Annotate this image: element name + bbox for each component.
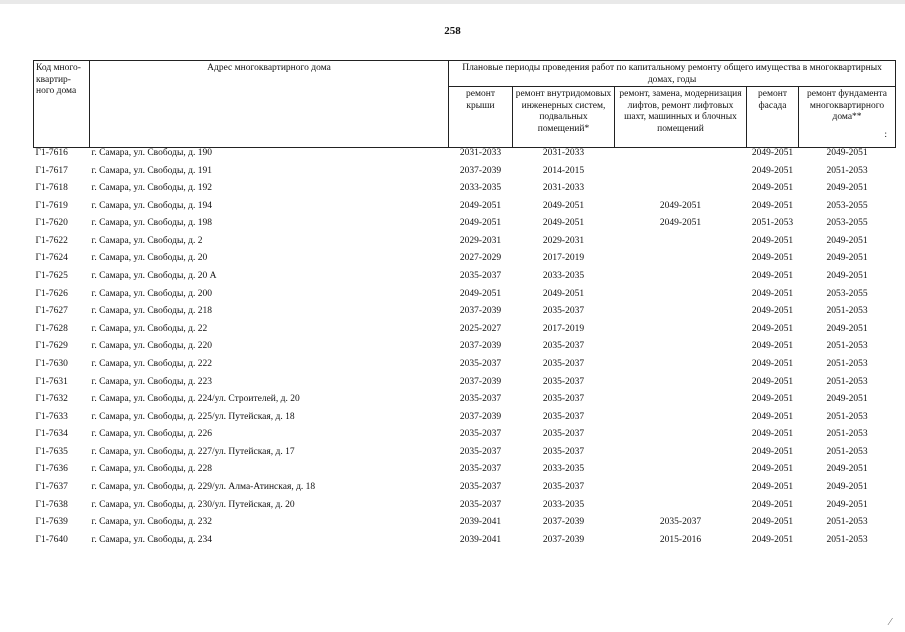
facade-period: 2049-2051	[751, 341, 794, 352]
elevator-period	[615, 359, 747, 377]
header-row-top	[34, 61, 896, 87]
house-address: г. Самара, ул. Свободы, д. 194	[91, 200, 212, 211]
foundation-period: 2049-2051	[826, 148, 868, 158]
foundation-period: 2049-2051	[826, 271, 868, 282]
house-address: г. Самара, ул. Свободы, д. 190	[91, 148, 212, 158]
roof-period: 2035-2037	[459, 394, 502, 405]
elevator-period	[615, 148, 747, 166]
header-foundation-label: ремонт фундамента многоквартирного дома**	[807, 89, 887, 122]
engineering-period: 2033-2035	[542, 464, 585, 475]
engineering-period: 2049-2051	[542, 288, 585, 299]
engineering-period: 2017-2019	[542, 253, 585, 264]
facade-period: 2049-2051	[751, 235, 794, 246]
house-code: Г1-7616	[35, 148, 68, 158]
header-code: Код много-квартир-ного дома	[34, 61, 90, 148]
house-address: г. Самара, ул. Свободы, д. 192	[91, 183, 212, 194]
table-row	[34, 236, 896, 254]
elevator-period	[615, 183, 747, 201]
table-row	[34, 148, 896, 166]
foundation-period: 2051-2053	[826, 411, 868, 422]
house-code: Г1-7630	[35, 358, 68, 369]
roof-period: 2049-2051	[459, 200, 502, 211]
elevator-period	[615, 253, 747, 271]
roof-period: 2037-2039	[459, 376, 502, 387]
elevator-period: 2015-2016	[659, 534, 702, 545]
header-address: Адрес многоквартирного дома	[90, 61, 449, 148]
foundation-period: 2049-2051	[826, 253, 868, 264]
house-address: г. Самара, ул. Свободы, д. 191	[91, 165, 212, 176]
house-address: г. Самара, ул. Свободы, д. 20	[91, 253, 208, 264]
foundation-period: 2049-2051	[826, 183, 868, 194]
elevator-period	[615, 447, 747, 465]
facade-period: 2049-2051	[751, 253, 794, 264]
roof-period: 2035-2037	[459, 464, 502, 475]
roof-period: 2035-2037	[459, 429, 502, 440]
foundation-period: 2051-2053	[826, 165, 868, 176]
facade-period: 2049-2051	[751, 200, 794, 211]
foundation-period: 2051-2053	[826, 429, 868, 440]
house-address: г. Самара, ул. Свободы, д. 229/ул. Алма-Атинская, д. 18	[91, 481, 316, 492]
house-address: г. Самара, ул. Свободы, д. 218	[91, 306, 212, 317]
facade-period: 2049-2051	[751, 446, 794, 457]
engineering-period: 2035-2037	[542, 394, 585, 405]
facade-period: 2049-2051	[751, 464, 794, 475]
table-row	[34, 500, 896, 518]
facade-period: 2049-2051	[751, 429, 794, 440]
header-foundation-mark: :	[884, 129, 888, 140]
facade-period: 2049-2051	[751, 183, 794, 194]
foundation-period: 2053-2055	[826, 200, 868, 211]
engineering-period: 2033-2035	[542, 271, 585, 282]
roof-period: 2031-2033	[459, 148, 502, 158]
house-address: г. Самара, ул. Свободы, д. 225/ул. Путейская, д. 18	[91, 411, 295, 422]
header-foundation	[799, 87, 896, 148]
foundation-period: 2053-2055	[826, 218, 868, 229]
house-address: г. Самара, ул. Свободы, д. 228	[91, 464, 212, 475]
engineering-period: 2049-2051	[542, 200, 585, 211]
roof-period: 2035-2037	[459, 358, 502, 369]
house-address: г. Самара, ул. Свободы, д. 222	[91, 358, 212, 369]
table-row	[34, 394, 896, 412]
roof-period: 2037-2039	[459, 411, 502, 422]
table-row	[34, 517, 896, 535]
table-row	[34, 306, 896, 324]
engineering-period: 2031-2033	[542, 183, 585, 194]
header-elevators: ремонт, замена, модернизация лифтов, ремонт лифтовых шахт, машинных и блочных помещений	[615, 87, 747, 148]
table-row	[34, 377, 896, 395]
house-address: г. Самара, ул. Свободы, д. 2	[91, 235, 203, 246]
foundation-period: 2051-2053	[826, 517, 868, 528]
repair-schedule-table	[33, 60, 896, 552]
table-row	[34, 341, 896, 359]
roof-period: 2049-2051	[459, 288, 502, 299]
table-row	[34, 447, 896, 465]
elevator-period	[615, 341, 747, 359]
house-address: г. Самара, ул. Свободы, д. 198	[91, 218, 212, 229]
house-address: г. Самара, ул. Свободы, д. 226	[91, 429, 212, 440]
house-code: Г1-7622	[35, 235, 68, 246]
table-row	[34, 218, 896, 236]
elevator-period	[615, 377, 747, 395]
corner-mark: ⁄	[889, 617, 891, 628]
engineering-period: 2033-2035	[542, 499, 585, 510]
roof-period: 2049-2051	[459, 218, 502, 229]
table-row	[34, 535, 896, 553]
engineering-period: 2035-2037	[542, 411, 585, 422]
house-address: г. Самара, ул. Свободы, д. 20 А	[91, 271, 217, 282]
header-facade: ремонт фасада	[747, 87, 799, 148]
table-row	[34, 464, 896, 482]
foundation-period: 2049-2051	[826, 464, 868, 475]
scan-edge	[0, 0, 905, 4]
facade-period: 2049-2051	[751, 481, 794, 492]
house-code: Г1-7619	[35, 200, 68, 211]
foundation-period: 2049-2051	[826, 235, 868, 246]
facade-period: 2049-2051	[751, 499, 794, 510]
table-row	[34, 324, 896, 342]
house-code: Г1-7617	[35, 165, 68, 176]
roof-period: 2035-2037	[459, 446, 502, 457]
engineering-period: 2035-2037	[542, 481, 585, 492]
house-code: Г1-7633	[35, 411, 68, 422]
engineering-period: 2049-2051	[542, 218, 585, 229]
table-body	[34, 148, 896, 553]
foundation-period: 2051-2053	[826, 358, 868, 369]
house-code: Г1-7629	[35, 341, 68, 352]
house-address: г. Самара, ул. Свободы, д. 223	[91, 376, 212, 387]
roof-period: 2039-2041	[459, 534, 502, 545]
engineering-period: 2017-2019	[542, 323, 585, 334]
roof-period: 2035-2037	[459, 271, 502, 282]
house-address: г. Самара, ул. Свободы, д. 234	[91, 534, 212, 545]
foundation-period: 2053-2055	[826, 288, 868, 299]
elevator-period	[615, 271, 747, 289]
elevator-period	[615, 166, 747, 184]
house-address: г. Самара, ул. Свободы, д. 227/ул. Путейская, д. 17	[91, 446, 295, 457]
foundation-period: 2051-2053	[826, 376, 868, 387]
table-row	[34, 271, 896, 289]
house-code: Г1-7635	[35, 446, 68, 457]
foundation-period: 2049-2051	[826, 481, 868, 492]
header-roof: ремонт крыши	[449, 87, 513, 148]
facade-period: 2049-2051	[751, 358, 794, 369]
engineering-period: 2035-2037	[542, 429, 585, 440]
elevator-period	[615, 324, 747, 342]
engineering-period: 2035-2037	[542, 446, 585, 457]
foundation-period: 2051-2053	[826, 341, 868, 352]
roof-period: 2035-2037	[459, 499, 502, 510]
house-code: Г1-7632	[35, 394, 68, 405]
house-address: г. Самара, ул. Свободы, д. 232	[91, 517, 212, 528]
elevator-period	[615, 289, 747, 307]
page-number: 258	[444, 25, 461, 37]
facade-period: 2049-2051	[751, 271, 794, 282]
header-periods: Плановые периоды проведения работ по капитальному ремонту общего имущества в многоквартирных домах, годы	[449, 61, 896, 87]
foundation-period: 2051-2053	[826, 306, 868, 317]
roof-period: 2029-2031	[459, 235, 502, 246]
house-address: г. Самара, ул. Свободы, д. 200	[91, 288, 212, 299]
facade-period: 2049-2051	[751, 165, 794, 176]
house-code: Г1-7628	[35, 323, 68, 334]
table-row	[34, 166, 896, 184]
table-row	[34, 412, 896, 430]
table-row	[34, 253, 896, 271]
roof-period: 2027-2029	[459, 253, 502, 264]
header-engineering: ремонт внутридомовых инженерных систем, подвальных помещений*	[513, 87, 615, 148]
table-row	[34, 359, 896, 377]
house-code: Г1-7639	[35, 517, 68, 528]
table-row	[34, 201, 896, 219]
engineering-period: 2037-2039	[542, 534, 585, 545]
table-row	[34, 482, 896, 500]
facade-period: 2049-2051	[751, 148, 794, 158]
engineering-period: 2014-2015	[542, 165, 585, 176]
house-address: г. Самара, ул. Свободы, д. 22	[91, 323, 208, 334]
house-address: г. Самара, ул. Свободы, д. 224/ул. Строителей, д. 20	[91, 394, 300, 405]
house-code: Г1-7637	[35, 481, 68, 492]
facade-period: 2049-2051	[751, 394, 794, 405]
house-code: Г1-7634	[35, 429, 68, 440]
roof-period: 2025-2027	[459, 323, 502, 334]
engineering-period: 2037-2039	[542, 517, 585, 528]
engineering-period: 2035-2037	[542, 306, 585, 317]
facade-period: 2049-2051	[751, 517, 794, 528]
house-code: Г1-7631	[35, 376, 68, 387]
roof-period: 2033-2035	[459, 183, 502, 194]
house-code: Г1-7625	[35, 271, 68, 282]
facade-period: 2049-2051	[751, 288, 794, 299]
foundation-period: 2051-2053	[826, 534, 868, 545]
roof-period: 2039-2041	[459, 517, 502, 528]
house-code: Г1-7638	[35, 499, 68, 510]
facade-period: 2049-2051	[751, 323, 794, 334]
elevator-period	[615, 482, 747, 500]
house-code: Г1-7618	[35, 183, 68, 194]
elevator-period	[615, 236, 747, 254]
elevator-period	[615, 306, 747, 324]
facade-period: 2049-2051	[751, 376, 794, 387]
elevator-period	[615, 500, 747, 518]
house-code: Г1-7620	[35, 218, 68, 229]
foundation-period: 2049-2051	[826, 323, 868, 334]
engineering-period: 2035-2037	[542, 376, 585, 387]
elevator-period	[615, 394, 747, 412]
foundation-period: 2051-2053	[826, 446, 868, 457]
roof-period: 2037-2039	[459, 341, 502, 352]
facade-period: 2049-2051	[751, 411, 794, 422]
house-code: Г1-7627	[35, 306, 68, 317]
facade-period: 2051-2053	[751, 218, 794, 229]
foundation-period: 2049-2051	[826, 499, 868, 510]
roof-period: 2037-2039	[459, 306, 502, 317]
roof-period: 2037-2039	[459, 165, 502, 176]
facade-period: 2049-2051	[751, 306, 794, 317]
elevator-period: 2035-2037	[659, 517, 702, 528]
table-row	[34, 289, 896, 307]
house-code: Г1-7624	[35, 253, 68, 264]
foundation-period: 2049-2051	[826, 394, 868, 405]
house-code: Г1-7636	[35, 464, 68, 475]
elevator-period: 2049-2051	[659, 200, 702, 211]
house-address: г. Самара, ул. Свободы, д. 230/ул. Путейская, д. 20	[91, 499, 295, 510]
house-code: Г1-7626	[35, 288, 68, 299]
elevator-period: 2049-2051	[659, 218, 702, 229]
elevator-period	[615, 412, 747, 430]
house-code: Г1-7640	[35, 534, 68, 545]
facade-period: 2049-2051	[751, 534, 794, 545]
house-address: г. Самара, ул. Свободы, д. 220	[91, 341, 212, 352]
engineering-period: 2035-2037	[542, 358, 585, 369]
elevator-period	[615, 464, 747, 482]
engineering-period: 2035-2037	[542, 341, 585, 352]
elevator-period	[615, 429, 747, 447]
engineering-period: 2031-2033	[542, 148, 585, 158]
engineering-period: 2029-2031	[542, 235, 585, 246]
table-row	[34, 183, 896, 201]
table-row	[34, 429, 896, 447]
roof-period: 2035-2037	[459, 481, 502, 492]
